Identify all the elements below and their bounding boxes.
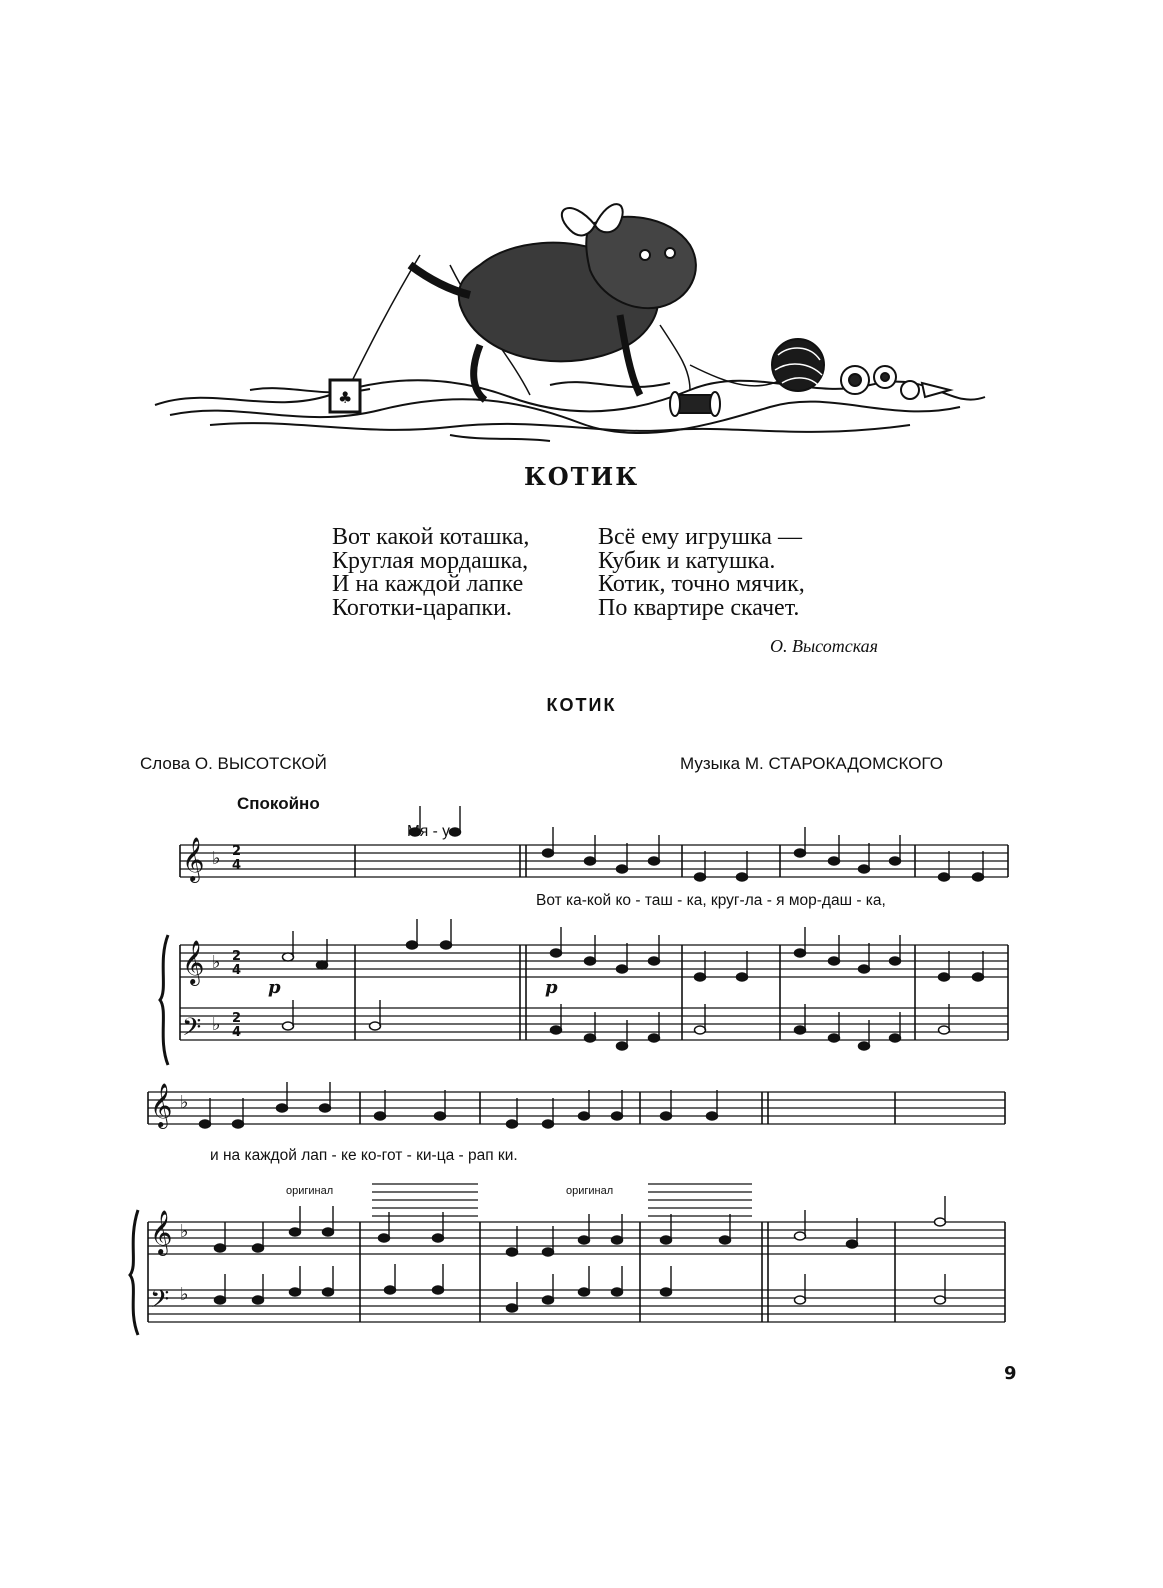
svg-text:𝄞: 𝄞: [182, 940, 205, 984]
notehead: [290, 1288, 301, 1296]
lyrics-line-1: Вот ка-кой ко - таш - ка, круг-ла - я мор-даш - ка,: [536, 892, 886, 909]
ossia-label: оригинал: [286, 1185, 334, 1197]
notehead: [795, 1232, 806, 1240]
notehead: [890, 857, 901, 865]
poem-title: КОТИК: [523, 462, 640, 491]
intro-lyric: Мя - у: [407, 823, 450, 840]
notehead: [215, 1244, 226, 1252]
svg-text:𝄞: 𝄞: [182, 837, 205, 881]
notehead: [543, 1248, 554, 1256]
notehead: [617, 965, 628, 973]
notehead: [277, 1104, 288, 1112]
notehead: [283, 1022, 294, 1030]
svg-text:2: 2: [232, 1011, 242, 1026]
brace: [130, 1210, 138, 1335]
dynamic-mark: p: [268, 977, 281, 998]
svg-text:𝄞: 𝄞: [150, 1083, 173, 1127]
notehead: [859, 965, 870, 973]
svg-text:𝄢: 𝄢: [150, 1285, 170, 1320]
notehead: [737, 973, 748, 981]
notehead: [847, 1240, 858, 1248]
notehead: [585, 857, 596, 865]
poem-line: Вот какой коташка,: [332, 524, 530, 550]
svg-text:𝄢: 𝄢: [182, 1013, 202, 1048]
notehead: [507, 1248, 518, 1256]
notehead: [253, 1244, 264, 1252]
notehead: [253, 1296, 264, 1304]
svg-text:4: 4: [232, 858, 242, 873]
notehead: [612, 1112, 623, 1120]
notehead: [939, 1026, 950, 1034]
notehead: [407, 941, 418, 949]
poem-author: О. Высотская: [770, 636, 879, 656]
notehead: [385, 1286, 396, 1294]
notehead: [695, 973, 706, 981]
notehead: [551, 1026, 562, 1034]
notehead: [935, 1218, 946, 1226]
notehead: [551, 949, 562, 957]
notehead: [290, 1228, 301, 1236]
notehead: [695, 1026, 706, 1034]
notehead: [585, 957, 596, 965]
svg-text:♭: ♭: [180, 1092, 189, 1113]
notehead: [375, 1112, 386, 1120]
notehead: [317, 961, 328, 969]
poem-line: Всё ему игрушка —: [598, 524, 802, 550]
notehead: [579, 1236, 590, 1244]
svg-text:♭: ♭: [212, 1014, 221, 1035]
notehead: [200, 1120, 211, 1128]
notehead: [612, 1288, 623, 1296]
brace: [160, 935, 168, 1065]
notehead: [707, 1112, 718, 1120]
notehead: [450, 828, 461, 836]
notehead: [433, 1234, 444, 1242]
notehead: [935, 1296, 946, 1304]
notehead: [829, 957, 840, 965]
notehead: [370, 1022, 381, 1030]
notehead: [795, 1026, 806, 1034]
staff-lines: [148, 845, 1008, 1322]
svg-text:♭: ♭: [212, 848, 221, 869]
notehead: [283, 953, 294, 961]
song-title: КОТИК: [546, 695, 617, 715]
notehead: [215, 1296, 226, 1304]
notehead: [649, 857, 660, 865]
notehead: [829, 857, 840, 865]
tempo-marking: Спокойно: [237, 794, 320, 813]
notehead: [649, 957, 660, 965]
notehead: [579, 1112, 590, 1120]
music-credit: Музыка М. СТАРОКАДОМСКОГО: [680, 754, 943, 773]
svg-text:♣: ♣: [338, 388, 353, 407]
ossia-label: оригинал: [566, 1185, 614, 1197]
notehead: [323, 1228, 334, 1236]
svg-text:4: 4: [232, 963, 242, 978]
svg-text:𝄞: 𝄞: [150, 1210, 173, 1254]
notes: [200, 806, 984, 1312]
svg-text:2: 2: [232, 844, 242, 859]
poem-line: По квартире скачет.: [598, 594, 800, 621]
poem-line: Коготки-царапки.: [332, 594, 512, 621]
dynamic-mark: p: [545, 977, 558, 998]
clefs-and-signatures: [150, 837, 241, 1320]
notehead: [973, 873, 984, 881]
poem-line: Кубик и катушка.: [598, 547, 776, 574]
svg-text:2: 2: [232, 949, 242, 964]
notehead: [720, 1236, 731, 1244]
svg-text:♭: ♭: [212, 952, 221, 973]
notehead: [233, 1120, 244, 1128]
notehead: [737, 873, 748, 881]
poem-line: И на каждой лапке: [332, 571, 524, 597]
notehead: [507, 1304, 518, 1312]
notehead: [617, 865, 628, 873]
svg-text:♭: ♭: [180, 1284, 189, 1305]
svg-text:4: 4: [232, 1025, 242, 1040]
notehead: [543, 1120, 554, 1128]
notehead: [579, 1288, 590, 1296]
lyrics-credit: Слова О. ВЫСОТСКОЙ: [140, 754, 327, 773]
notehead: [859, 1042, 870, 1050]
notehead: [585, 1034, 596, 1042]
notehead: [661, 1288, 672, 1296]
poem-line: Круглая мордашка,: [332, 547, 529, 574]
notehead: [543, 849, 554, 857]
poem-line: Котик, точно мячик,: [598, 571, 805, 597]
notehead: [612, 1236, 623, 1244]
notehead: [859, 865, 870, 873]
notehead: [441, 941, 452, 949]
notehead: [795, 949, 806, 957]
notehead: [379, 1234, 390, 1242]
notehead: [890, 957, 901, 965]
svg-text:♭: ♭: [180, 1221, 189, 1242]
notehead: [433, 1286, 444, 1294]
page-number: 9: [1004, 1363, 1017, 1384]
notehead: [661, 1236, 672, 1244]
notehead: [661, 1112, 672, 1120]
notehead: [890, 1034, 901, 1042]
notehead: [795, 849, 806, 857]
notehead: [435, 1112, 446, 1120]
notehead: [617, 1042, 628, 1050]
notehead: [323, 1288, 334, 1296]
notehead: [795, 1296, 806, 1304]
lyrics-line-2: и на каждой лап - ке ко-гот - ки-ца - рап ки.: [210, 1147, 518, 1164]
notehead: [939, 973, 950, 981]
notehead: [507, 1120, 518, 1128]
notehead: [543, 1296, 554, 1304]
notehead: [829, 1034, 840, 1042]
notehead: [649, 1034, 660, 1042]
notehead: [320, 1104, 331, 1112]
notehead: [973, 973, 984, 981]
notehead: [939, 873, 950, 881]
notehead: [695, 873, 706, 881]
